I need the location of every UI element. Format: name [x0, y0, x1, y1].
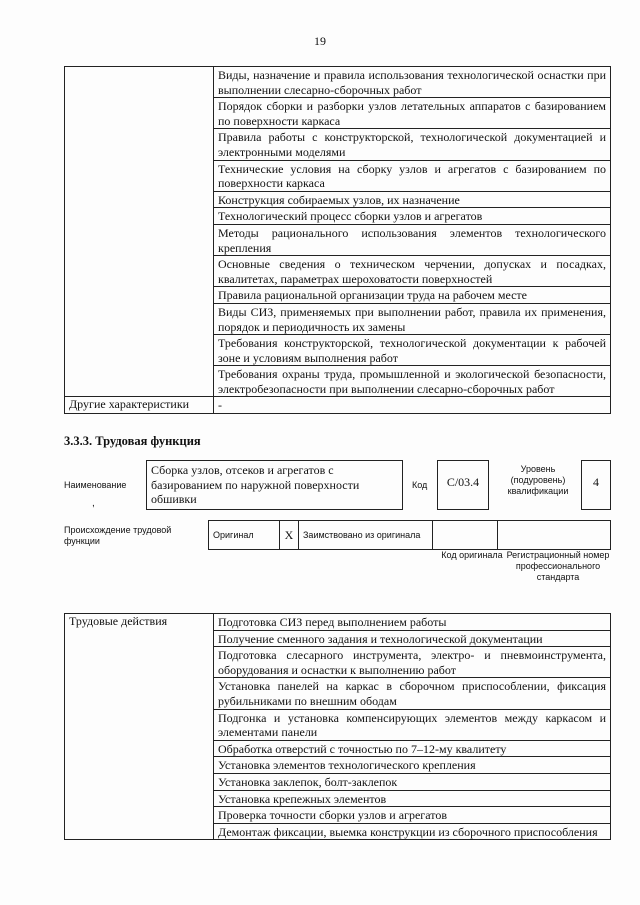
- name-label: Наименование: [64, 480, 127, 490]
- knowledge-table: [64, 66, 611, 414]
- action-item: Получение сменного задания и технологической документации: [214, 630, 611, 647]
- knowledge-row: [65, 67, 611, 98]
- code-original-cell: [433, 521, 498, 550]
- action-item: Обработка отверстий с точностью по 7–12-му квалитету: [214, 740, 611, 757]
- level-box: 4: [581, 460, 611, 510]
- action-item: Установка элементов технологического крепления: [214, 757, 611, 774]
- borrowed-label: Заимствовано из оригинала: [299, 521, 433, 550]
- code-original-caption: Код оригинала: [441, 550, 503, 560]
- action-item: Проверка точности сборки узлов и агрегатов: [214, 807, 611, 824]
- comma-mark: ,: [92, 498, 95, 509]
- other-label: Другие характеристики: [65, 397, 214, 414]
- action-item: Подготовка слесарного инструмента, электро- и пневмоинструмента, оборудования и оснастки к выполнению работ: [214, 647, 611, 678]
- section-title: 3.3.3. Трудовая функция: [64, 434, 201, 448]
- action-item: Демонтаж фиксации, выемка конструкции из сборочного приспособления: [214, 823, 611, 840]
- original-label: Оригинал: [209, 521, 280, 550]
- action-item: Установка крепежных элементов: [214, 790, 611, 807]
- knowledge-item: Основные сведения о техническом черчении, допусках и посадках, квалитетах, параметрах шероховатости поверхностей: [214, 256, 611, 287]
- knowledge-item: Методы рационального использования элементов технологического крепления: [214, 224, 611, 255]
- knowledge-item: Технологический процесс сборки узлов и агрегатов: [214, 208, 611, 225]
- reg-number-caption: Регистрационный номер профессионального стандарта: [506, 550, 610, 582]
- origin-label: Происхождение трудовой функции: [64, 525, 172, 546]
- knowledge-item: Требования охраны труда, промышленной и экологической безопасности, электробезопасности при выполнении слесарно-сборочных работ: [214, 366, 611, 397]
- actions-label: Трудовые действия: [65, 614, 214, 840]
- action-item: Подготовка СИЗ перед выполнением работы: [214, 614, 611, 631]
- knowledge-item: Требования конструкторской, технологической документации к рабочей зоне и условиям выполнения работ: [214, 335, 611, 366]
- other-value: -: [214, 397, 611, 414]
- action-row: [65, 614, 611, 631]
- knowledge-label-cell: [65, 67, 214, 397]
- origin-row: [208, 520, 611, 550]
- function-name-box: Сборка узлов, отсеков и агрегатов с базированием по наружной поверхности обшивки: [146, 460, 403, 510]
- action-item: Установка панелей на каркас в сборочном приспособлении, фиксация рубильниками по внешним ободам: [214, 678, 611, 709]
- knowledge-item: Виды СИЗ, применяемых при выполнении работ, правила их применения, порядок и периодичность их замены: [214, 303, 611, 334]
- other-row: [65, 397, 611, 414]
- action-item: Установка заклепок, болт-заклепок: [214, 773, 611, 790]
- original-mark: X: [280, 521, 299, 550]
- page-number: 19: [314, 34, 326, 48]
- knowledge-item: Правила работы с конструкторской, технологической документацией и электронными моделями: [214, 129, 611, 160]
- knowledge-item: Порядок сборки и разборки узлов летательных аппаратов с базированием по поверхности каркаса: [214, 98, 611, 129]
- level-label: Уровень (подуровень) квалификации: [507, 464, 569, 496]
- code-label: Код: [412, 480, 428, 490]
- function-code-box: С/03.4: [437, 460, 489, 510]
- actions-table: [64, 613, 611, 840]
- action-item: Подгонка и установка компенсирующих элементов между каркасом и элементами панели: [214, 709, 611, 740]
- knowledge-item: Конструкция собираемых узлов, их назначение: [214, 191, 611, 208]
- reg-number-cell: [498, 521, 611, 550]
- knowledge-item: Технические условия на сборку узлов и агрегатов с базированием по поверхности каркаса: [214, 160, 611, 191]
- knowledge-item: Правила рациональной организации труда на рабочем месте: [214, 287, 611, 304]
- knowledge-item: Виды, назначение и правила использования технологической оснастки при выполнении слесарно-сборочных работ: [214, 67, 611, 98]
